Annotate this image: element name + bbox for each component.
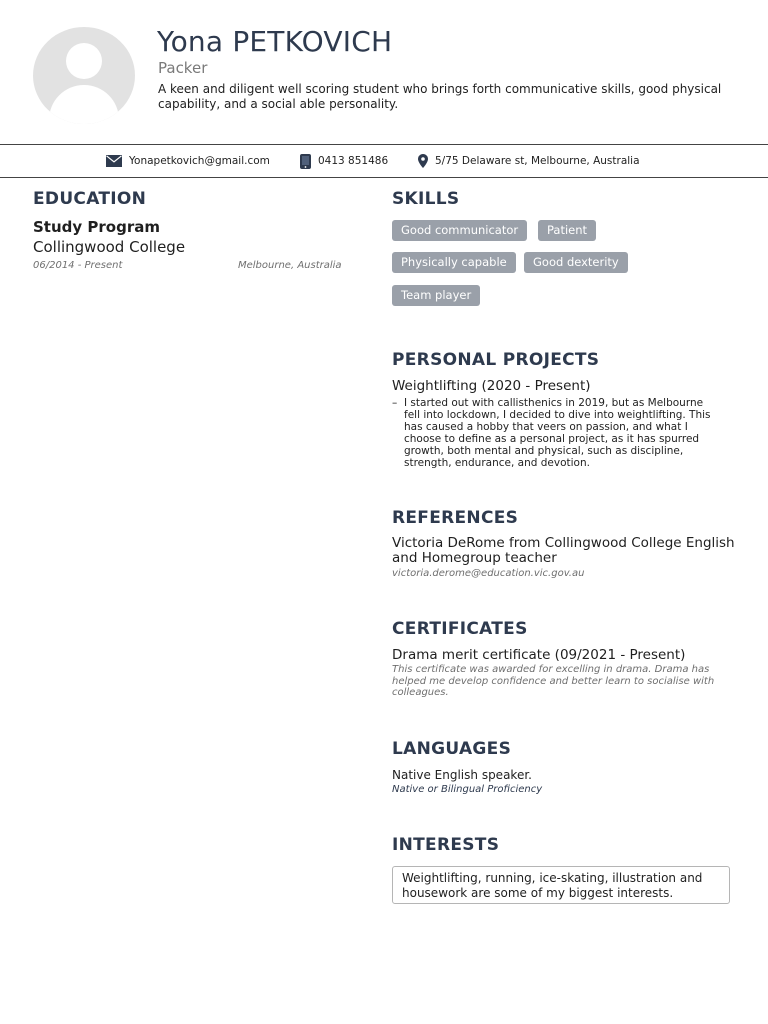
contact-email[interactable]	[106, 145, 270, 177]
projects-heading: PERSONAL PROJECTS	[392, 350, 600, 370]
candidate-name: Yona PETKOVICH	[157, 25, 393, 58]
project-title: Weightlifting (2020 - Present)	[392, 378, 591, 394]
skill-tag: Team player	[392, 285, 480, 306]
education-school: Collingwood College	[33, 238, 186, 256]
job-title: Packer	[158, 59, 208, 77]
profile-summary: A keen and diligent well scoring student who brings forth communicative skills, good physical capability, and a social able personality.	[158, 82, 722, 111]
contact-phone-text: 0413 851486	[318, 155, 389, 167]
languages-heading: LANGUAGES	[392, 739, 512, 759]
interests-heading: INTERESTS	[392, 835, 500, 855]
education-dates: 06/2014 - Present	[33, 260, 123, 271]
skills-heading: SKILLS	[392, 189, 460, 209]
education-program: Study Program	[33, 218, 160, 236]
avatar-head-shape	[66, 43, 102, 79]
skill-tag: Physically capable	[392, 252, 516, 273]
contact-address-text: 5/75 Delaware st, Melbourne, Australia	[435, 155, 640, 167]
certificate-description: This certificate was awarded for excelling in drama. Drama has helped me develop confidence and better learn to socialise with colleagues.	[392, 664, 715, 698]
reference-name: Victoria DeRome from Collingwood College English and Homegroup teacher	[392, 535, 735, 566]
interests-box: Weightlifting, running, ice-skating, illustration and housework are some of my biggest interests.	[392, 866, 730, 904]
contact-bar	[0, 144, 768, 178]
language-level: Native or Bilingual Proficiency	[392, 784, 543, 795]
skill-tag: Good dexterity	[524, 252, 628, 273]
avatar-body-shape	[49, 85, 119, 124]
contact-address	[418, 145, 640, 177]
contact-email-text: Yonapetkovich@gmail.com	[129, 155, 270, 167]
envelope-icon	[106, 155, 122, 167]
skill-tag: Patient	[538, 220, 596, 241]
project-bullet: –	[392, 397, 398, 409]
certificate-title: Drama merit certificate (09/2021 - Present)	[392, 647, 686, 663]
education-location: Melbourne, Australia	[238, 260, 342, 271]
reference-email[interactable]: victoria.derome@education.vic.gov.au	[392, 568, 585, 579]
phone-icon	[300, 154, 311, 169]
project-description: I started out with callisthenics in 2019, but as Melbourne fell into lockdown, I decided to dive into weightlifting. This has caused a hobby that veers on passion, and what I choose to define as a personal project, as it has spurred growth, both mental and physical, such as discipline, strength, endurance, and devotion.	[404, 397, 711, 469]
language-name: Native English speaker.	[392, 768, 532, 782]
education-heading: EDUCATION	[33, 189, 147, 209]
contact-phone[interactable]	[300, 145, 388, 177]
references-heading: REFERENCES	[392, 508, 519, 528]
avatar-placeholder	[33, 27, 135, 124]
certificates-heading: CERTIFICATES	[392, 619, 528, 639]
skill-tag: Good communicator	[392, 220, 527, 241]
location-pin-icon	[418, 154, 428, 168]
